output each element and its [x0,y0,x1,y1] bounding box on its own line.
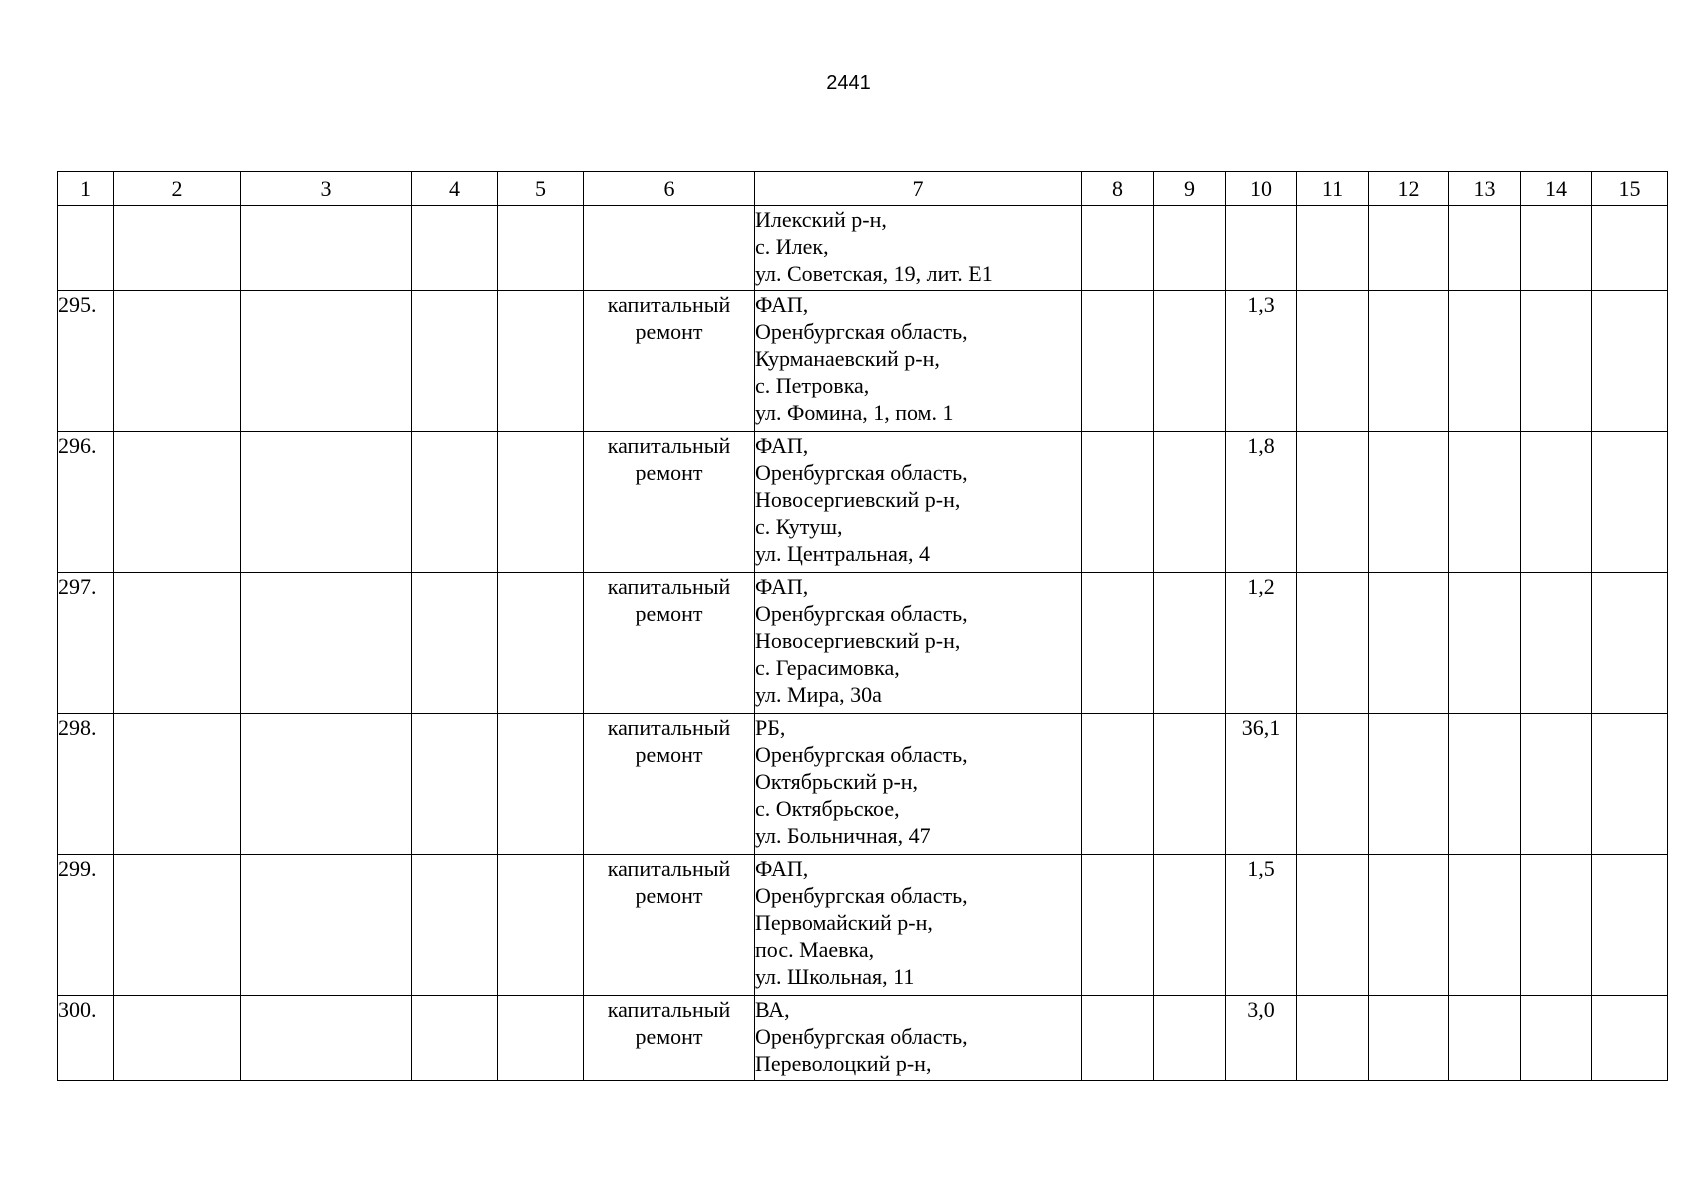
capacity-value: 1,2 [1226,573,1297,714]
work-type-line: ремонт [635,460,703,485]
column-header: 7 [755,172,1082,206]
column-header: 10 [1226,172,1297,206]
cell-empty [1521,996,1592,1081]
address-line: ул. Фомина, 1, пом. 1 [755,400,954,425]
cell-empty [241,206,412,291]
cell-empty [1082,573,1154,714]
table-row [58,714,1668,855]
cell-empty [58,206,114,291]
work-type-line: ремонт [635,319,703,344]
cell-empty [1592,996,1668,1081]
work-type-line: капитальный [607,433,731,458]
address-line: Оренбургская область, [755,460,968,485]
address-line: Новосергиевский р-н, [755,628,961,653]
cell-empty [1226,206,1297,291]
cell-empty [1592,206,1668,291]
cell-empty [412,714,498,855]
table-row [58,432,1668,573]
cell-empty [1592,714,1668,855]
cell-empty [1297,855,1369,996]
cell-empty [114,996,241,1081]
cell-empty [412,573,498,714]
cell-empty [114,291,241,432]
cell-empty [241,996,412,1081]
cell-empty [1297,206,1369,291]
cell-empty [114,573,241,714]
address-line: пос. Маевка, [755,937,875,962]
column-header: 6 [584,172,755,206]
address-line: Оренбургская область, [755,883,968,908]
cell-empty [1449,573,1521,714]
address-line: ФАП, [755,856,809,881]
cell-empty [1297,714,1369,855]
cell-empty [1082,996,1154,1081]
cell-empty [1369,291,1449,432]
cell-empty [1521,206,1592,291]
cell-empty [241,432,412,573]
address-line: Оренбургская область, [755,1024,968,1049]
capacity-value: 3,0 [1226,996,1297,1081]
address-line: Оренбургская область, [755,601,968,626]
address-line: Курманаевский р-н, [755,346,940,371]
cell-empty [498,855,584,996]
address-line: Октябрьский р-н, [755,769,919,794]
cell-empty [1449,714,1521,855]
address-line: ул. Школьная, 11 [755,964,915,989]
cell-empty [241,573,412,714]
table-row [58,573,1668,714]
cell-empty [498,206,584,291]
cell-empty [498,573,584,714]
address-line: ул. Мира, 30а [755,682,882,707]
cell-empty [1449,432,1521,573]
row-number: 295. [58,291,114,432]
column-header: 4 [412,172,498,206]
row-number: 297. [58,573,114,714]
table-row [58,855,1668,996]
object-address [755,206,1082,291]
work-type-line: ремонт [635,742,703,767]
address-line: с. Октябрьское, [755,796,900,821]
cell-empty [1082,855,1154,996]
cell-empty [1521,432,1592,573]
cell-empty [1592,432,1668,573]
cell-empty [1449,206,1521,291]
column-header: 13 [1449,172,1521,206]
cell-empty [1154,432,1226,573]
row-number: 299. [58,855,114,996]
capacity-value: 36,1 [1226,714,1297,855]
work-type-line: ремонт [635,883,703,908]
cell-empty [1082,432,1154,573]
cell-empty [1297,996,1369,1081]
address-line: с. Герасимовка, [755,655,900,680]
cell-empty [498,996,584,1081]
row-number: 296. [58,432,114,573]
cell-empty [114,206,241,291]
cell-empty [1369,432,1449,573]
work-type-line: капитальный [607,997,731,1022]
address-line: с. Петровка, [755,373,870,398]
cell-empty [114,714,241,855]
cell-empty [241,855,412,996]
address-line: Переволоцкий р-н, [755,1051,932,1076]
address-line: ФАП, [755,433,809,458]
address-line: Илекский р-н, [755,207,887,232]
address-line: ФАП, [755,574,809,599]
cell-empty [498,714,584,855]
work-type-line: ремонт [635,1024,703,1049]
cell-empty [1592,291,1668,432]
object-address [755,996,1082,1081]
cell-empty [1521,573,1592,714]
object-address [755,573,1082,714]
cell-empty [1154,573,1226,714]
object-address [755,714,1082,855]
cell-empty [1449,996,1521,1081]
cell-empty [1082,714,1154,855]
address-line: Оренбургская область, [755,742,968,767]
cell-empty [1082,206,1154,291]
cell-empty [1369,855,1449,996]
cell-empty [412,996,498,1081]
column-header: 12 [1369,172,1449,206]
work-type [584,714,755,855]
work-type-line: ремонт [635,601,703,626]
cell-empty [1449,291,1521,432]
cell-empty [412,855,498,996]
cell-empty [584,206,755,291]
column-header: 5 [498,172,584,206]
cell-empty [1449,855,1521,996]
column-header: 9 [1154,172,1226,206]
cell-empty [241,714,412,855]
cell-empty [1369,206,1449,291]
cell-empty [1369,714,1449,855]
address-line: с. Илек, [755,234,829,259]
cell-empty [114,855,241,996]
cell-empty [412,291,498,432]
cell-empty [1154,206,1226,291]
cell-empty [1154,714,1226,855]
cell-empty [1369,996,1449,1081]
column-header: 3 [241,172,412,206]
address-line: ул. Больничная, 47 [755,823,931,848]
column-header: 14 [1521,172,1592,206]
row-number: 298. [58,714,114,855]
work-type [584,855,755,996]
table-row [58,291,1668,432]
cell-empty [1369,573,1449,714]
column-header: 11 [1297,172,1369,206]
cell-empty [412,206,498,291]
cell-empty [114,432,241,573]
cell-empty [1154,291,1226,432]
cell-empty [1082,291,1154,432]
work-type [584,432,755,573]
cell-empty [498,432,584,573]
work-type-line: капитальный [607,292,731,317]
cell-empty [1592,855,1668,996]
work-type [584,996,755,1081]
address-line: РБ, [755,715,786,740]
capacity-value: 1,8 [1226,432,1297,573]
cell-empty [1297,291,1369,432]
work-type-line: капитальный [607,715,731,740]
cell-empty [241,291,412,432]
row-number: 300. [58,996,114,1081]
column-header: 2 [114,172,241,206]
address-line: ВА, [755,997,790,1022]
address-line: ул. Центральная, 4 [755,541,930,566]
address-line: Новосергиевский р-н, [755,487,961,512]
cell-empty [1297,432,1369,573]
column-header: 15 [1592,172,1668,206]
work-type [584,291,755,432]
object-address [755,291,1082,432]
capacity-value: 1,5 [1226,855,1297,996]
capacity-value: 1,3 [1226,291,1297,432]
address-line: Оренбургская область, [755,319,968,344]
register-table [57,171,1668,1081]
address-line: Первомайский р-н, [755,910,933,935]
cell-empty [1297,573,1369,714]
cell-empty [1521,714,1592,855]
address-line: ул. Советская, 19, лит. Е1 [755,261,993,286]
column-header: 8 [1082,172,1154,206]
cell-empty [412,432,498,573]
cell-empty [1521,291,1592,432]
object-address [755,432,1082,573]
work-type-line: капитальный [607,574,731,599]
address-line: ФАП, [755,292,809,317]
cell-empty [1154,855,1226,996]
column-header: 1 [58,172,114,206]
cell-empty [1154,996,1226,1081]
address-line: с. Кутуш, [755,514,843,539]
work-type [584,573,755,714]
cell-empty [1521,855,1592,996]
cell-empty [498,291,584,432]
page-number: 2441 [826,72,871,94]
cell-empty [1592,573,1668,714]
continuation-row [58,206,1668,291]
table-row [58,996,1668,1081]
work-type-line: капитальный [607,856,731,881]
object-address [755,855,1082,996]
column-number-row [58,172,1668,206]
